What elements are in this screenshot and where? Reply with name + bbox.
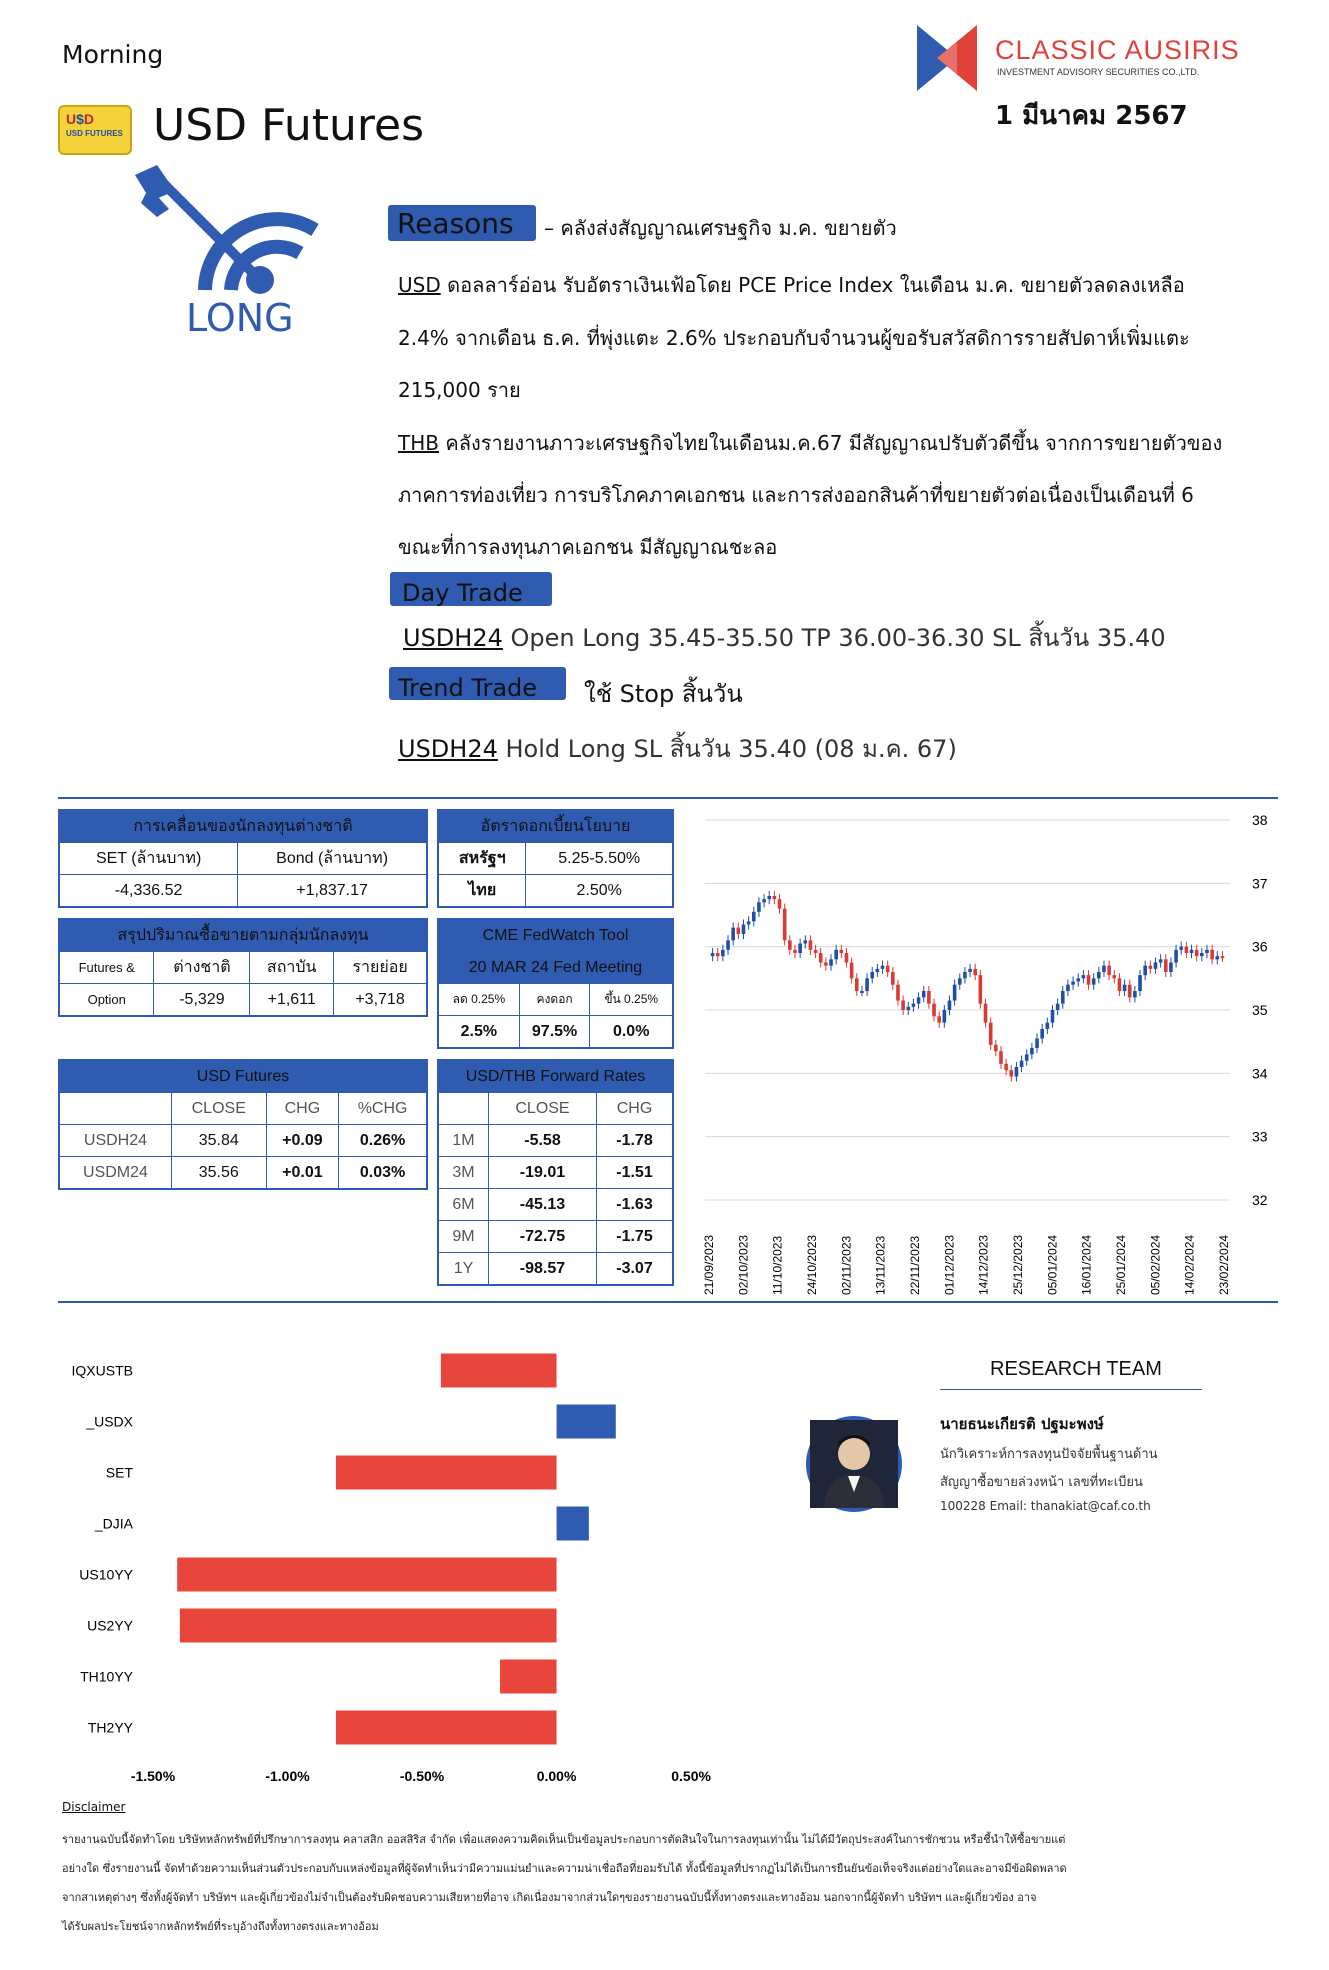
fedwatch-value-hold: 97.5% xyxy=(519,1016,590,1049)
fedwatch-table xyxy=(437,918,674,1049)
policy-rate-country-us: สหรัฐฯ xyxy=(438,843,526,875)
policy-rate-table xyxy=(437,809,674,908)
usd-futures-col-chg: CHG xyxy=(266,1093,339,1125)
usd-futures-row-symbol: USDH24 xyxy=(59,1125,171,1157)
chart-candle-body xyxy=(757,902,761,912)
bar-mark xyxy=(500,1660,556,1694)
day-trade-tag xyxy=(390,572,552,606)
policy-rate-value-us: 5.25-5.50% xyxy=(526,843,673,875)
usd-reason-line-3: 215,000 ราย xyxy=(398,378,521,402)
chart-x-tick-label: 23/02/2024 xyxy=(1217,1234,1231,1295)
trend-trade-note: ใช้ Stop สิ้นวัน xyxy=(584,680,743,708)
investor-value-foreign: -5,329 xyxy=(154,984,250,1017)
policy-rate-title: อัตราดอกเบี้ยนโยบาย xyxy=(438,810,673,843)
chart-candle-body xyxy=(999,1051,1003,1064)
chart-candle-body xyxy=(1030,1048,1034,1054)
usd-futures-col-blank xyxy=(59,1093,171,1125)
chart-candle-body xyxy=(1046,1023,1050,1029)
forward-row-close: -45.13 xyxy=(489,1189,597,1221)
chart-candle-body xyxy=(891,972,895,985)
disclaimer-line-3: จากสาเหตุต่างๆ ซึ่งทั้งผู้จัดทำ บริษัทฯ และผู้เกี่ยวข้องไม่จำเป็นต้องรับผิดชอบความเสียหายที่อาจ เกิดเนื่องมาจากส่วนใดๆของรายงานฉบับนี้ทั้งทางตรงและทางอ้อม นอกจากนี้ผู้จัดทำ บริษัทฯ และผู้เกี่ยวข้อง อาจ xyxy=(62,1891,1037,1904)
chart-candle-body xyxy=(767,896,771,899)
chart-candle-body xyxy=(793,950,797,953)
analyst-avatar xyxy=(806,1416,902,1512)
usd-futures-row-pchg: 0.26% xyxy=(339,1125,427,1157)
chart-candle-body xyxy=(819,953,823,963)
trend-trade-symbol: USDH24 xyxy=(398,735,498,763)
chart-x-tick-label: 22/11/2023 xyxy=(908,1235,922,1295)
research-team-title: RESEARCH TEAM xyxy=(990,1358,1162,1380)
chart-candle-body xyxy=(932,1004,936,1017)
chart-candle-body xyxy=(1118,978,1122,991)
chart-candle-body xyxy=(896,985,900,1001)
chart-candle-body xyxy=(1066,985,1070,991)
chart-x-tick-label: 21/09/2023 xyxy=(702,1234,716,1295)
section-divider-bottom xyxy=(58,1301,1278,1303)
chart-candle-body xyxy=(1051,1010,1055,1023)
chart-candle-body xyxy=(912,1004,916,1007)
forward-row-chg: -1.63 xyxy=(596,1189,673,1221)
bar-category-label: US10YY xyxy=(79,1566,133,1583)
chart-candle-body xyxy=(870,972,874,978)
disclaimer-line-1: รายงานฉบับนี้จัดทำโดย บริษัทหลักทรัพย์ที่ปรึกษาการลงทุน คลาสสิก ออสสิริส จำกัด เพื่อแสดงความคิดเห็นเป็นข้อมูลประกอบการตัดสินใจในการลงทุนเท่านั้น ไม่ได้มีวัตถุประสงค์ในการชักชวน หรือชี้นำให้ซื้อขายแต่ xyxy=(62,1833,1066,1846)
investor-col-institution: สถาบัน xyxy=(250,952,334,984)
chart-candle-body xyxy=(886,966,890,972)
disclaimer-title: Disclaimer xyxy=(62,1800,126,1814)
bar-category-label: TH10YY xyxy=(80,1668,133,1685)
forward-row-chg: -1.75 xyxy=(596,1221,673,1253)
chart-candle-body xyxy=(973,969,977,975)
trend-trade-tag xyxy=(389,667,566,700)
chart-candle-body xyxy=(1025,1054,1029,1060)
chart-candle-body xyxy=(747,921,751,924)
bar-category-label: _DJIA xyxy=(94,1515,133,1532)
usd-price-chart xyxy=(690,805,1290,1305)
chart-y-tick-label: 33 xyxy=(1252,1128,1268,1145)
section-divider-top xyxy=(58,797,1278,799)
chart-candle-body xyxy=(984,1004,988,1023)
policy-rate-value-th: 2.50% xyxy=(526,875,673,908)
chart-x-tick-label: 16/01/2024 xyxy=(1079,1234,1094,1295)
chart-candle-body xyxy=(1221,956,1225,958)
chart-candle-body xyxy=(1020,1061,1024,1067)
chart-candle-body xyxy=(840,950,844,953)
logo-text: CLASSIC AUSIRIS xyxy=(995,35,1240,65)
bar-mark xyxy=(177,1558,556,1592)
company-logo xyxy=(917,25,977,91)
chart-candle-body xyxy=(1133,991,1137,997)
usd-reason-line-2: 2.4% จากเดือน ธ.ค. ที่พุ่งแตะ 2.6% ประกอบกับจำนวนผู้ขอรับสวัสดิการรายสัปดาห์เพิ่มแตะ xyxy=(398,326,1190,350)
thb-text-1: คลังรายงานภาวะเศรษฐกิจไทยในเดือนม.ค.67 มีสัญญาณปรับตัวดีขึ้น จากการขยายตัวของ xyxy=(438,431,1223,455)
chart-candle-body xyxy=(1215,956,1219,959)
bar-x-tick-label: -1.50% xyxy=(130,1768,176,1784)
chart-candle-body xyxy=(762,899,766,902)
chart-y-tick-label: 37 xyxy=(1252,875,1268,892)
chart-candle-body xyxy=(937,1016,941,1022)
chart-candle-body xyxy=(1015,1067,1019,1077)
forward-row-tenor: 9M xyxy=(438,1221,489,1253)
disclaimer-line-4: ได้รับผลประโยชน์จากหลักทรัพย์ที่ระบุอ้างถึงทั้งทางตรงและทางอ้อม xyxy=(62,1920,379,1933)
foreign-flow-col-set: SET (ล้านบาท) xyxy=(59,843,238,875)
investor-value-retail: +3,718 xyxy=(334,984,427,1017)
chart-candle-body xyxy=(752,912,756,922)
investor-summary-row-label-2: Option xyxy=(59,984,154,1017)
chart-candle-body xyxy=(1035,1039,1039,1049)
chart-x-tick-label: 01/12/2023 xyxy=(942,1234,957,1295)
chart-candle-body xyxy=(1190,950,1194,953)
chart-candle-body xyxy=(788,940,792,950)
day-trade-line xyxy=(403,618,1166,657)
forward-row-close: -72.75 xyxy=(489,1221,597,1253)
usd-text-1: ดอลลาร์อ่อน รับอัตราเงินเฟ้อโดย PCE Price Index ในเดือน ม.ค. ขยายตัวลดลงเหลือ xyxy=(440,273,1185,297)
usd-reason-line-1 xyxy=(398,269,1185,301)
chart-candle-body xyxy=(968,969,972,972)
forward-row-close: -19.01 xyxy=(489,1157,597,1189)
report-date: 1 มีนาคม 2567 xyxy=(995,101,1188,131)
chart-candle-body xyxy=(742,925,746,935)
investor-summary-title: สรุปปริมาณซื้อขายตามกลุ่มนักลงทุน xyxy=(59,919,427,952)
market-change-bar-chart xyxy=(58,1325,778,1784)
forward-row-chg: -3.07 xyxy=(596,1253,673,1286)
chart-candle-body xyxy=(845,953,849,963)
chart-candle-body xyxy=(1143,966,1147,976)
bar-mark xyxy=(336,1456,557,1490)
bar-x-tick-label: 0.00% xyxy=(536,1768,577,1784)
chart-candle-body xyxy=(865,978,869,991)
usd-futures-row-chg: +0.09 xyxy=(266,1125,339,1157)
chart-candle-body xyxy=(860,991,864,993)
chart-candle-body xyxy=(1159,959,1163,962)
forward-row-tenor: 6M xyxy=(438,1189,489,1221)
bar-mark xyxy=(180,1609,557,1643)
chart-candle-body xyxy=(1164,959,1168,972)
chart-candle-body xyxy=(1205,950,1209,953)
fedwatch-value-cut: 2.5% xyxy=(438,1016,519,1049)
usd-futures-row-close: 35.84 xyxy=(171,1125,266,1157)
chart-candle-body xyxy=(881,966,885,969)
chart-y-tick-label: 34 xyxy=(1252,1065,1268,1082)
trend-trade-line xyxy=(398,729,957,768)
forward-rates-title: USD/THB Forward Rates xyxy=(438,1060,673,1093)
chart-candle-body xyxy=(1009,1070,1013,1076)
trend-trade-tag-label: Trend Trade xyxy=(398,674,538,702)
bar-mark xyxy=(336,1711,557,1745)
foreign-flow-table xyxy=(58,809,428,908)
chart-candle-body xyxy=(1071,982,1075,985)
forward-col-blank xyxy=(438,1093,489,1125)
bar-category-label: _USDX xyxy=(86,1413,133,1430)
chart-x-tick-label: 02/10/2023 xyxy=(736,1234,751,1295)
analyst-name: นายธนะเกียรติ ปฐมะพงษ์ xyxy=(940,1415,1104,1433)
chart-x-tick-label: 14/12/2023 xyxy=(976,1234,991,1295)
chart-candle-body xyxy=(1174,950,1178,963)
thb-reason-line-2: ภาคการท่องเที่ยว การบริโภคภาคเอกชน และการส่งออกสินค้าที่ขยายตัวต่อเนื่องเป็นเดือนที่ 6 xyxy=(398,483,1194,507)
policy-rate-country-th: ไทย xyxy=(438,875,526,908)
fedwatch-value-hike: 0.0% xyxy=(590,1016,673,1049)
chart-candle-body xyxy=(731,928,735,941)
usd-badge-text: USD FUTURES xyxy=(66,129,123,138)
reasons-headline: – คลังส่งสัญญาณเศรษฐกิจ ม.ค. ขยายตัว xyxy=(544,216,897,240)
forward-row-tenor: 1Y xyxy=(438,1253,489,1286)
usd-futures-row-close: 35.56 xyxy=(171,1157,266,1190)
chart-candle-body xyxy=(948,1001,952,1011)
thb-key: THB xyxy=(398,431,439,455)
disclaimer-line-2: อย่างใด ซึ่งรายงานนี้ จัดทำด้วยความเห็นส่วนตัวประกอบกับแหล่งข้อมูลที่ผู้จัดทำเห็นว่ามีความแม่นยำและความน่าเชื่อถือที่ยอมรับได้ ทั้งนี้ข้อมูลที่ปรากฏไม่ได้เป็นการยืนยันข้อเท็จจริงแต่อย่างใดและอาจมีข้อผิดพลาด xyxy=(62,1862,1067,1875)
chart-y-tick-label: 36 xyxy=(1252,938,1268,955)
chart-candle-body xyxy=(1087,975,1091,985)
usd-key: USD xyxy=(398,273,441,297)
chart-candle-body xyxy=(1112,975,1116,978)
forward-row-tenor: 3M xyxy=(438,1157,489,1189)
forward-row-close: -98.57 xyxy=(489,1253,597,1286)
bar-category-label: US2YY xyxy=(87,1617,133,1634)
chart-candle-body xyxy=(979,975,983,1004)
target-arrow-icon xyxy=(135,165,325,290)
chart-candle-body xyxy=(906,1007,910,1010)
chart-candle-body xyxy=(876,969,880,972)
bar-x-tick-label: 0.50% xyxy=(671,1768,711,1784)
investor-summary-table xyxy=(58,918,428,1017)
forward-col-close: CLOSE xyxy=(489,1093,597,1125)
chart-x-tick-label: 11/10/2023 xyxy=(770,1235,785,1295)
foreign-flow-bond-value: +1,837.17 xyxy=(238,875,427,908)
bar-x-tick-label: -0.50% xyxy=(399,1768,445,1784)
chart-candle-body xyxy=(1107,966,1111,976)
investor-col-retail: รายย่อย xyxy=(334,952,427,984)
forward-col-chg: CHG xyxy=(596,1093,673,1125)
chart-candle-body xyxy=(716,953,720,956)
forward-row-tenor: 1M xyxy=(438,1125,489,1157)
chart-candle-body xyxy=(1154,963,1158,969)
thb-reason-line-1 xyxy=(398,427,1222,459)
chart-candle-body xyxy=(711,953,715,956)
chart-y-tick-label: 35 xyxy=(1252,1002,1268,1018)
session-label: Morning xyxy=(62,40,164,69)
analyst-role-2: สัญญาซื้อขายล่วงหน้า เลขที่ทะเบียน xyxy=(940,1475,1143,1490)
chart-x-tick-label: 13/11/2023 xyxy=(873,1235,888,1295)
chart-candle-body xyxy=(726,940,730,950)
forward-row-chg: -1.51 xyxy=(596,1157,673,1189)
usd-futures-table xyxy=(58,1059,428,1190)
chart-candle-body xyxy=(803,940,807,943)
page-title: USD Futures xyxy=(153,100,425,151)
chart-candle-body xyxy=(798,944,802,954)
fedwatch-col-hold: คงดอก xyxy=(519,984,590,1016)
day-trade-tag-label: Day Trade xyxy=(402,579,523,607)
chart-candle-body xyxy=(1092,978,1096,984)
chart-y-tick-label: 32 xyxy=(1252,1192,1268,1208)
chart-candle-body xyxy=(963,972,967,978)
chart-candle-body xyxy=(834,950,838,960)
chart-candle-body xyxy=(1102,966,1106,972)
chart-candle-body xyxy=(783,909,787,941)
chart-candle-body xyxy=(1123,985,1127,991)
foreign-flow-title: การเคลื่อนของนักลงทุนต่างชาติ xyxy=(59,810,427,843)
chart-candle-body xyxy=(1185,947,1189,953)
chart-candle-body xyxy=(855,978,859,991)
chart-candle-body xyxy=(773,896,777,899)
chart-candle-body xyxy=(1076,978,1080,981)
chart-candle-body xyxy=(829,959,833,965)
bar-mark xyxy=(557,1405,616,1439)
chart-candle-body xyxy=(994,1045,998,1051)
chart-x-tick-label: 25/01/2024 xyxy=(1114,1234,1128,1295)
chart-candle-body xyxy=(953,985,957,1001)
chart-candle-body xyxy=(809,940,813,950)
chart-x-tick-label: 05/02/2024 xyxy=(1148,1234,1163,1295)
reasons-tag xyxy=(388,205,536,241)
trend-trade-text: Hold Long SL สิ้นวัน 35.40 (08 ม.ค. 67) xyxy=(497,735,957,763)
bar-mark xyxy=(441,1354,557,1388)
investor-summary-row-label-1: Futures & xyxy=(59,952,154,984)
chart-x-tick-label: 05/01/2024 xyxy=(1045,1234,1060,1295)
chart-candle-body xyxy=(1128,985,1132,998)
usd-futures-row-symbol: USDM24 xyxy=(59,1157,171,1190)
investor-value-institution: +1,611 xyxy=(250,984,334,1017)
foreign-flow-set-value: -4,336.52 xyxy=(59,875,238,908)
chart-candle-body xyxy=(917,997,921,1003)
reasons-tag-label: Reasons xyxy=(397,207,514,240)
chart-candle-body xyxy=(1210,950,1214,960)
fedwatch-col-cut: ลด 0.25% xyxy=(438,984,519,1016)
chart-candle-body xyxy=(1097,972,1101,978)
chart-candle-body xyxy=(1200,953,1204,956)
usd-futures-row-chg: +0.01 xyxy=(266,1157,339,1190)
chart-candle-body xyxy=(927,991,931,1004)
chart-candle-body xyxy=(1195,950,1199,956)
chart-candle-body xyxy=(850,963,854,979)
foreign-flow-col-bond: Bond (ล้านบาท) xyxy=(238,843,427,875)
day-trade-symbol: USDH24 xyxy=(403,624,503,652)
usd-futures-table-title: USD Futures xyxy=(59,1060,427,1093)
chart-candle-body xyxy=(1082,975,1086,978)
bar-mark xyxy=(557,1507,589,1541)
chart-candle-body xyxy=(1061,991,1065,1004)
chart-y-tick-label: 38 xyxy=(1252,812,1268,828)
research-title-underline xyxy=(940,1389,1202,1390)
investor-col-foreign: ต่างชาติ xyxy=(154,952,250,984)
bar-category-label: SET xyxy=(105,1464,133,1481)
forward-row-chg: -1.78 xyxy=(596,1125,673,1157)
chart-x-tick-label: 25/12/2023 xyxy=(1011,1234,1025,1295)
usd-futures-row-pchg: 0.03% xyxy=(339,1157,427,1190)
chart-candle-body xyxy=(1169,963,1173,973)
chart-candle-body xyxy=(1179,947,1183,950)
logo-subtext: INVESTMENT ADVISORY SECURITIES CO.,LTD. xyxy=(997,67,1200,77)
chart-x-tick-label: 14/02/2024 xyxy=(1182,1234,1197,1295)
chart-candle-body xyxy=(922,991,926,997)
usd-futures-col-close: CLOSE xyxy=(171,1093,266,1125)
chart-candle-body xyxy=(1149,966,1153,969)
day-trade-text: Open Long 35.45-35.50 TP 36.00-36.30 SL สิ้นวัน 35.40 xyxy=(502,624,1166,652)
fedwatch-title: CME FedWatch Tool xyxy=(438,919,673,952)
forward-rates-table xyxy=(437,1059,674,1286)
chart-candle-body xyxy=(721,950,725,956)
chart-candle-body xyxy=(1004,1064,1008,1070)
chart-candle-body xyxy=(901,1001,905,1011)
chart-candle-body xyxy=(1138,975,1142,991)
chart-candle-body xyxy=(989,1023,993,1045)
fedwatch-meeting: 20 MAR 24 Fed Meeting xyxy=(438,952,673,984)
chart-candle-body xyxy=(737,928,741,934)
chart-candle-body xyxy=(814,950,818,953)
usd-futures-badge-icon: U$D USD FUTURES xyxy=(58,105,132,155)
chart-candle-body xyxy=(1056,1004,1060,1010)
forward-row-close: -5.58 xyxy=(489,1125,597,1157)
bar-category-label: IQXUSTB xyxy=(71,1362,133,1379)
analyst-contact: 100228 Email: thanakiat@caf.co.th xyxy=(940,1499,1151,1513)
signal-label: LONG xyxy=(186,296,294,340)
thb-reason-line-3: ขณะที่การลงทุนภาคเอกชน มีสัญญาณชะลอ xyxy=(398,535,778,559)
usd-futures-col-pchg: %CHG xyxy=(339,1093,427,1125)
chart-x-tick-label: 02/11/2023 xyxy=(839,1235,854,1295)
chart-candle-body xyxy=(778,899,782,909)
bar-category-label: TH2YY xyxy=(87,1719,133,1736)
chart-candle-body xyxy=(958,978,962,984)
chart-candle-body xyxy=(1040,1029,1044,1039)
fedwatch-col-hike: ขึ้น 0.25% xyxy=(590,984,673,1016)
analyst-role-1: นักวิเคราะห์การลงทุนปัจจัยพื้นฐานด้าน xyxy=(940,1447,1158,1462)
chart-candle-body xyxy=(943,1010,947,1023)
chart-x-tick-label: 24/10/2023 xyxy=(805,1234,819,1295)
bar-x-tick-label: -1.00% xyxy=(265,1768,310,1784)
chart-candle-body xyxy=(824,963,828,966)
